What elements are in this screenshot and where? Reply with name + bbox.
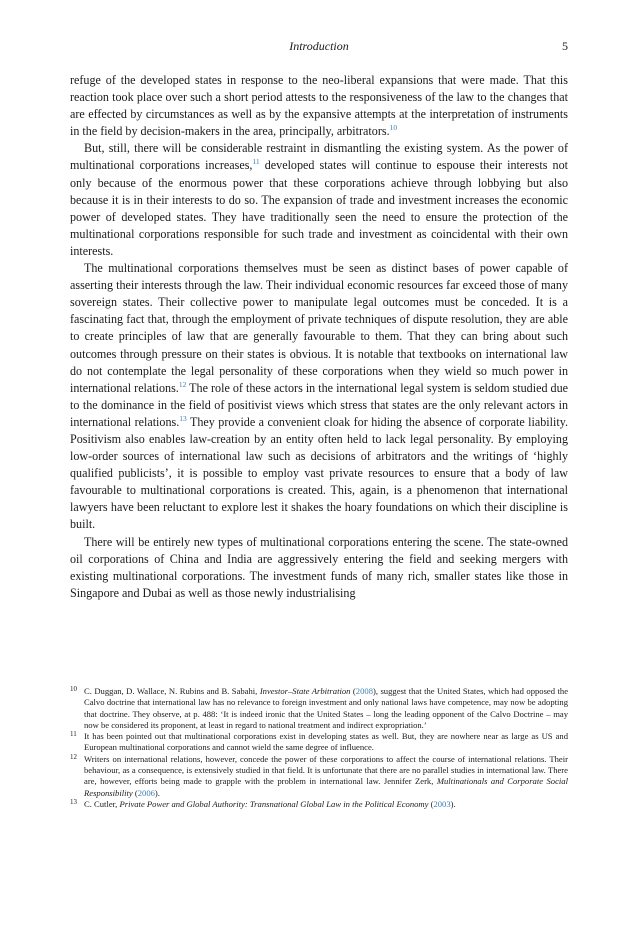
footnote-ref-13[interactable]: 13 (179, 413, 187, 423)
footnote-12: 12 Writers on international relations, however, concede the power of these corporations to affect the course of international relations. Their behaviour, as a consequence, is extensively studied in that field. It is unfortunate that there are no parallel studies in international law. There are, however, efforts being made to grapple with the problem in international law. Jennifer Zerk, Multinationals and Corporate Social Responsibility (2006). (70, 752, 568, 798)
running-title: Introduction (289, 39, 349, 53)
main-text (70, 72, 568, 602)
footnote-number: 11 (70, 730, 77, 739)
cited-title: Multinationals and Corporate Social Responsibility (84, 776, 568, 798)
footnote-number: 10 (70, 685, 77, 693)
citation-year-link[interactable]: 2003 (433, 798, 451, 809)
footnotes (70, 686, 568, 810)
footnote-11: 11 It has been pointed out that multinational corporations exist in developing states as well. But, they are nowhere near as large as US and European multinational corporations and cannot wield the same degree of influence. (70, 730, 568, 753)
footnote-ref-12[interactable]: 12 (178, 379, 187, 389)
paragraph-3: The multinational corporations themselves must be seen as distinct bases of power capable of asserting their interests through the law. Their individual economic resources far exceed those of many sovereign states. Their collective power to manipulate legal outcomes must be conceded. It is a fascinating fact that, through the employment of private techniques of dispute resolution, they are able to create principles of law that are generally favourable to them. That they can bring about such outcomes through pressure on their states is obvious. It is notable that textbooks on international law do not contemplate the legal personality of these corporations when they wield so much power in international relations.$^{12}$ The role of these actors in the international legal system is seldom studied due to the dominance in the field of positivist views which stress that states are the only relevant actors in international relations.$^{13}$ They provide a convenient cloak for hiding the absence of corporate liability. Positivism also enables law-creation by an entity often held to lack legal personality. By employing low-order sources of international law such as decisions of arbitrators and the writings of ‘highly qualified publicists’, it is possible to employ vast private resources to ensure that a body of law favourable to multinational corporations is created. This, again, is a phenomenon that international lawyers have been reluctant to explore lest it shakes the hoary foundations on which their discipline is built. (70, 261, 569, 532)
footnote-number: 13 (70, 797, 77, 806)
footnote-number: 12 (70, 752, 77, 761)
cited-title: Private Power and Global Authority: Transnational Global Law in the Political Economy (119, 798, 429, 809)
footnote-ref-10[interactable]: 10 (389, 123, 398, 133)
footnote-ref-11[interactable]: 11 (252, 157, 260, 167)
footnote-13: 13 C. Cutler, Private Power and Global Authority: Transnational Global Law in the Political Economy (2003). (70, 797, 456, 809)
paragraph-2: But, still, there will be considerable restraint in dismantling the existing system. As the power of multinational corporations increases,$^{11}$ developed states will continue to espouse their interests not only because of the enormous power that these corporations achieve through lobbying but also because it is in their interests to do so. The expansion of trade and investment increases the economic power of developed states. They have traditionally seen the need to ensure the protection of the multinational corporations responsible for such trade and investment as coincidental with their own interests. (70, 141, 568, 258)
footnote-10: 10 C. Duggan, D. Wallace, N. Rubins and B. Sabahi, Investor–State Arbitration (2008), suggest that the United States, which had opposed the Calvo doctrine that international law has no relevance to foreign investment and only national laws have competence, may now be adopting that doctrine. They observe, at p. 488: ‘It is indeed ironic that the United States – long the leading opponent of the Calvo Doctrine – may now be considered its proponent, at least in regard to national treatment and indirect expropriation.’ (70, 685, 569, 730)
cited-title: Investor–State Arbitration (259, 686, 351, 696)
paragraph-1: refuge of the developed states in response to the neo-liberal expansions that were made. That this reaction took place over such a short period attests to the responsiveness of the law to the changes that are effected by circumstances as well as by the expansive attempts at the interpretation of instruments in the field by decision-makers in the area, principally, arbitrators.$^{10}$ (70, 73, 568, 139)
citation-year-link[interactable]: 2006 (137, 787, 155, 798)
page-number: 5 (562, 39, 568, 53)
running-header (70, 39, 568, 57)
paragraph-4: There will be entirely new types of multinational corporations entering the scene. The state-owned oil corporations of China and India are aggressively entering the field and seeking mergers with existing multinational corporations. The investment funds of many rich, smaller states like those in Singapore and Dubai as well as those newly industrialising (70, 534, 568, 600)
citation-year-link[interactable]: 2008 (355, 686, 373, 696)
